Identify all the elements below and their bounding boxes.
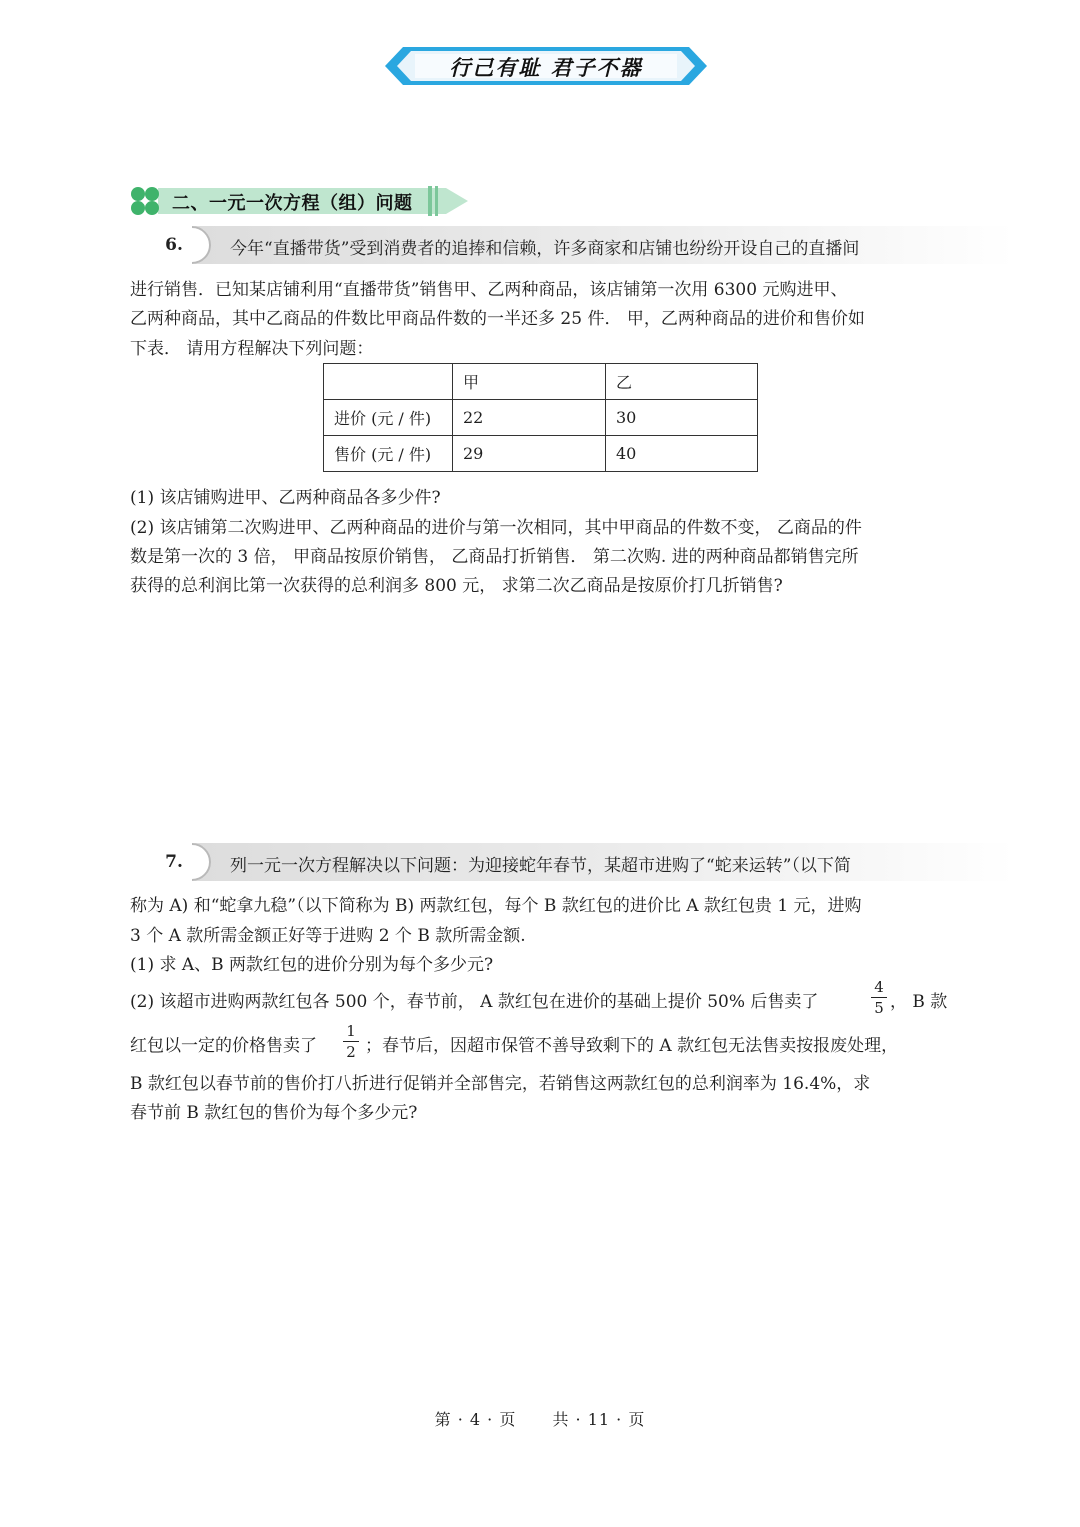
- table-cell: 40: [606, 436, 758, 472]
- question-text-line: 称为 A) 和“蛇拿九稳”（以下简称为 B) 两款红包，每个 B 款红包的进价比 A 款红包贵 1 元，进购: [130, 896, 862, 916]
- table-cell: 22: [453, 400, 606, 436]
- question-7-header: [134, 843, 1014, 881]
- question-number-badge: [134, 843, 214, 881]
- fraction-denominator: 2: [346, 1043, 356, 1061]
- sub-question-2-line: ；春节后，因超市保管不善导致剩下的 A 款红包无法售卖按报废处理，: [365, 1036, 899, 1056]
- question-number: 7.: [165, 852, 183, 872]
- sub-question-2-line: (2) 该超市进购两款红包各 500 个，春节前， A 款红包在进价的基础上提价 50% 后售卖了: [130, 992, 819, 1012]
- table-row-label: 售价 (元 / 件): [324, 436, 453, 472]
- table-cell: 29: [453, 436, 606, 472]
- page-footer: [0, 1407, 1080, 1430]
- header-banner: [385, 45, 707, 87]
- sub-question-2-line: (2) 该店铺第二次购进甲、乙两种商品的进价与第一次相同，其中甲商品的件数不变， 乙商品的件: [130, 518, 862, 538]
- sub-question-2-line: B 款红包以春节前的售价打八折进行促销并全部售完，若销售这两款红包的总利润率为 16.4%，求: [130, 1074, 871, 1094]
- table-header-cell: 甲: [453, 364, 606, 400]
- question-number-badge: [134, 226, 214, 264]
- table-row-label: 进价 (元 / 件): [324, 400, 453, 436]
- sub-question-2-line: 春节前 B 款红包的售价为每个多少元?: [130, 1103, 418, 1123]
- question-number: 6.: [165, 235, 183, 255]
- question-text-line: 下表． 请用方程解决下列问题：: [130, 339, 374, 359]
- question-text-line: 乙两种商品，其中乙商品的件数比甲商品件数的一半还多 25 件． 甲，乙两种商品的进价和售价如: [130, 309, 865, 329]
- question-6-header: [134, 226, 1014, 264]
- sub-question-2-line: ， B 款: [890, 992, 948, 1012]
- table-row: [324, 400, 758, 436]
- sub-question-2-line: 红包以一定的价格售卖了: [130, 1036, 317, 1056]
- clover-icon: [131, 187, 159, 215]
- question-text-line: 3 个 A 款所需金额正好等于进购 2 个 B 款所需金额.: [130, 926, 526, 946]
- fraction-one-half: [343, 1022, 359, 1061]
- question-text-line: 列一元一次方程解决以下问题：为迎接蛇年春节，某超市进购了“蛇来运转”（以下简: [230, 856, 851, 876]
- fraction-numerator: 1: [346, 1022, 356, 1040]
- table-row: [324, 436, 758, 472]
- table-header-row: [324, 364, 758, 400]
- sub-question-1: (1) 该店铺购进甲、乙两种商品各多少件?: [130, 488, 441, 508]
- table-cell: 30: [606, 400, 758, 436]
- fraction-numerator: 4: [874, 978, 884, 996]
- section-header: [128, 184, 468, 218]
- fraction-four-fifths: [871, 978, 887, 1017]
- sub-question-1: (1) 求 A、B 两款红包的进价分别为每个多少元?: [130, 955, 494, 975]
- price-table: [323, 363, 758, 472]
- sub-question-2-line: 获得的总利润比第一次获得的总利润多 800 元， 求第二次乙商品是按原价打几折销售?: [130, 576, 783, 596]
- page-number: 第 · 4 · 页: [434, 1410, 517, 1429]
- fraction-denominator: 5: [874, 999, 884, 1017]
- page-total: 共 · 11 · 页: [552, 1410, 646, 1429]
- table-cell: [324, 364, 453, 400]
- banner-motto: 行己有耻 君子不器: [449, 56, 643, 80]
- table-header-cell: 乙: [606, 364, 758, 400]
- sub-question-2-line: 数是第一次的 3 倍， 甲商品按原价销售， 乙商品打折销售． 第二次购. 进的两种商品都销售完所: [130, 547, 859, 567]
- question-text-line: 今年“直播带货”受到消费者的追捧和信赖，许多商家和店铺也纷纷开设自己的直播间: [230, 239, 860, 259]
- section-title: 二、一元一次方程（组）问题: [172, 193, 413, 214]
- question-text-line: 进行销售．已知某店铺利用“直播带货”销售甲、乙两种商品，该店铺第一次用 6300 元购进甲、: [130, 280, 848, 300]
